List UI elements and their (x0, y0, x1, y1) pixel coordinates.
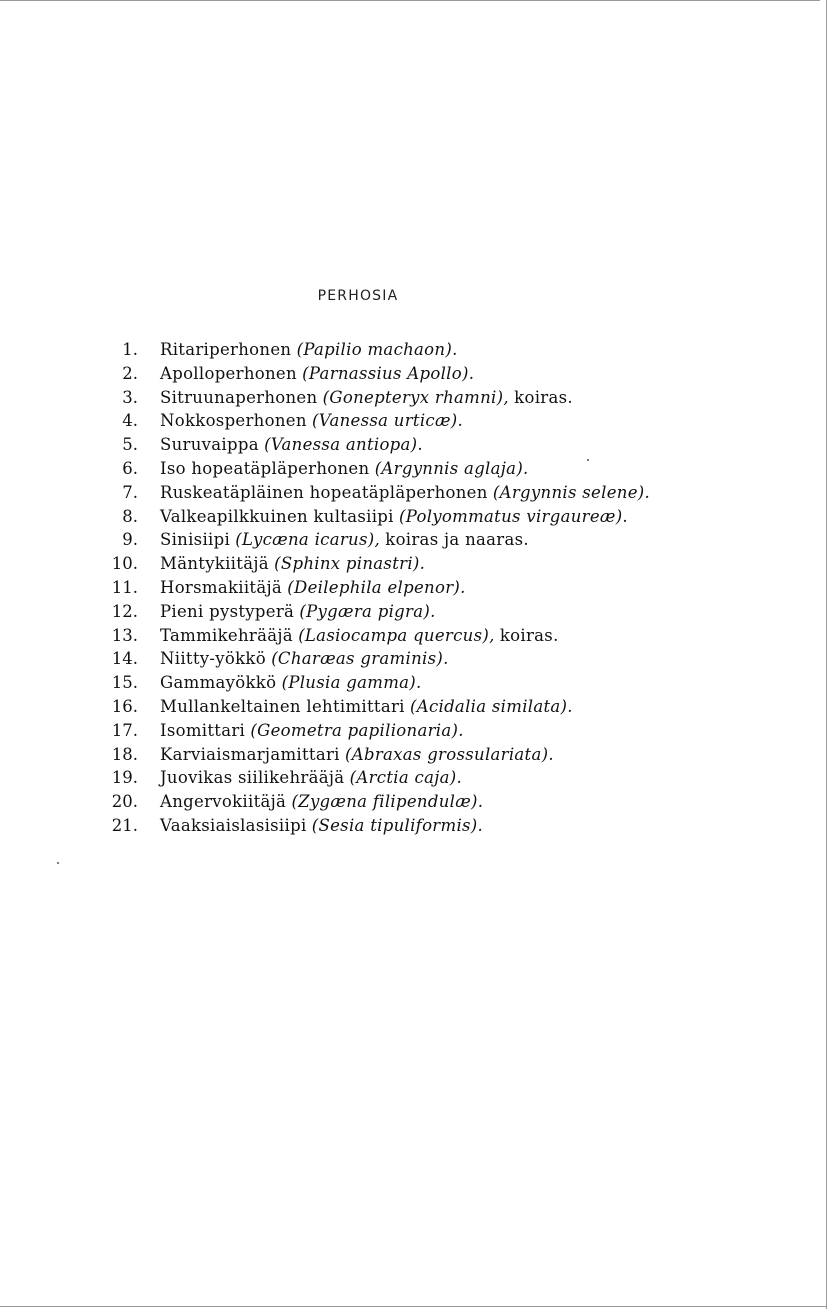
item-text (160, 743, 554, 767)
latin-name: (Vanessa urticæ). (312, 411, 464, 431)
item-text (160, 790, 483, 814)
item-number: 15. (111, 673, 138, 693)
list-item (104, 409, 794, 433)
item-number: 14. (111, 649, 138, 669)
latin-name: (Charæas graminis). (271, 649, 449, 669)
latin-name: (Papilio machaon). (296, 340, 458, 359)
latin-name: (Lycæna icarus), (235, 530, 381, 550)
latin-name: (Sphinx pinastri). (274, 554, 426, 574)
latin-name: (Argynnis selene). (492, 482, 651, 502)
item-text (160, 457, 529, 481)
page-border-right (826, 0, 827, 1309)
common-name: Isomittari (160, 720, 246, 740)
latin-name: (Deilephila elpenor). (287, 577, 466, 597)
latin-name: (Acidalia similata). (410, 696, 573, 716)
common-name: Gammayökkö (160, 673, 277, 693)
common-name: Sinisiipi (160, 530, 231, 550)
item-number: 6. (122, 458, 138, 478)
common-name: Mullankeltainen lehtimittari (160, 696, 405, 716)
latin-name: (Parnassius Apollo). (302, 363, 475, 383)
list-item (104, 386, 794, 410)
latin-name: (Plusia gamma). (281, 673, 422, 693)
latin-name: (Vanessa antiopa). (264, 435, 423, 455)
item-number: 4. (122, 411, 138, 431)
item-number: 17. (111, 720, 138, 740)
item-text (160, 766, 462, 790)
item-number: 1. (122, 340, 138, 359)
common-name: Sitruunaperhonen (160, 387, 318, 407)
list-item (104, 814, 794, 838)
item-number: 3. (122, 387, 138, 407)
list-item (104, 457, 794, 481)
item-note: koiras. (514, 387, 573, 407)
list-item (104, 433, 794, 457)
latin-name: (Geometra papilionaria). (250, 720, 464, 740)
common-name: Ritariperhonen (160, 340, 292, 359)
page-border-bottom (0, 1306, 826, 1307)
common-name: Suruvaippa (160, 435, 259, 455)
item-text (160, 386, 573, 410)
item-number: 7. (122, 482, 138, 502)
latin-name: (Gonepteryx rhamni), (322, 387, 509, 407)
list-item (104, 528, 794, 552)
common-name: Iso hopeatäpläperhonen (160, 458, 370, 478)
item-text (160, 647, 449, 671)
item-text (160, 481, 650, 505)
item-note: koiras ja naaras. (385, 530, 529, 550)
latin-name: (Polyommatus virgaureæ). (398, 506, 628, 526)
list-item (104, 719, 794, 743)
common-name: Horsmakiitäjä (160, 577, 283, 597)
list-item (104, 766, 794, 790)
item-number: 10. (111, 554, 138, 574)
item-number: 5. (122, 435, 138, 455)
latin-name: (Arctia caja). (349, 768, 463, 788)
item-number: 12. (111, 601, 138, 621)
list-item (104, 505, 794, 529)
list-item (104, 576, 794, 600)
common-name: Mäntykiitäjä (160, 554, 269, 574)
list-item (104, 743, 794, 767)
item-text (160, 362, 474, 386)
common-name: Niitty-yökkö (160, 649, 266, 669)
item-text (160, 624, 559, 648)
list-item (104, 790, 794, 814)
item-text (160, 576, 466, 600)
latin-name: (Zygæna filipendulæ). (291, 792, 484, 812)
item-number: 21. (111, 815, 138, 835)
item-number: 13. (111, 625, 138, 645)
common-name: Apolloperhonen (160, 363, 297, 383)
item-text (160, 600, 436, 624)
list-item (104, 647, 794, 671)
item-text (160, 695, 573, 719)
item-text (160, 433, 423, 457)
common-name: Karviaismarjamittari (160, 744, 340, 764)
common-name: Ruskeatäpläinen hopeatäpläperhonen (160, 482, 488, 502)
list-item (104, 600, 794, 624)
item-text (160, 505, 628, 529)
common-name: Angervokiitäjä (160, 792, 287, 812)
item-number: 9. (122, 530, 138, 550)
latin-name: (Pygæra pigra). (299, 601, 436, 621)
item-number: 2. (122, 363, 138, 383)
common-name: Valkeapilkkuinen kultasiipi (160, 506, 394, 526)
item-number: 16. (111, 696, 138, 716)
item-number: 20. (111, 792, 138, 812)
print-speck (57, 862, 59, 864)
list-item (104, 481, 794, 505)
latin-name: (Argynnis aglaja). (374, 458, 529, 478)
item-text (160, 814, 483, 838)
common-name: Juovikas siilikehrääjä (160, 768, 345, 788)
item-text (160, 719, 464, 743)
item-text (160, 409, 463, 433)
latin-name: (Sesia tipuliformis). (311, 815, 484, 835)
list-item (104, 624, 794, 648)
list-item (104, 695, 794, 719)
item-number: 19. (111, 768, 138, 788)
item-text (160, 671, 422, 695)
common-name: Vaaksiaislasisiipi (160, 815, 307, 835)
item-number: 11. (111, 577, 138, 597)
common-name: Nokkosperhonen (160, 411, 307, 431)
list-item (104, 671, 794, 695)
item-text (160, 338, 458, 362)
latin-name: (Abraxas grossulariata). (345, 744, 554, 764)
page-border-top (0, 0, 820, 1)
item-number: 18. (111, 744, 138, 764)
item-text (160, 552, 425, 576)
list-item (104, 338, 794, 362)
item-text (160, 528, 529, 552)
common-name: Tammikehrääjä (160, 625, 293, 645)
item-note: koiras. (499, 625, 559, 645)
latin-name: (Lasiocampa quercus), (298, 625, 495, 645)
item-number: 8. (122, 506, 138, 526)
page-heading: PERHOSIA (317, 288, 399, 304)
butterfly-list (104, 338, 794, 838)
common-name: Pieni pystyperä (160, 601, 295, 621)
list-item (104, 552, 794, 576)
list-item (104, 362, 794, 386)
